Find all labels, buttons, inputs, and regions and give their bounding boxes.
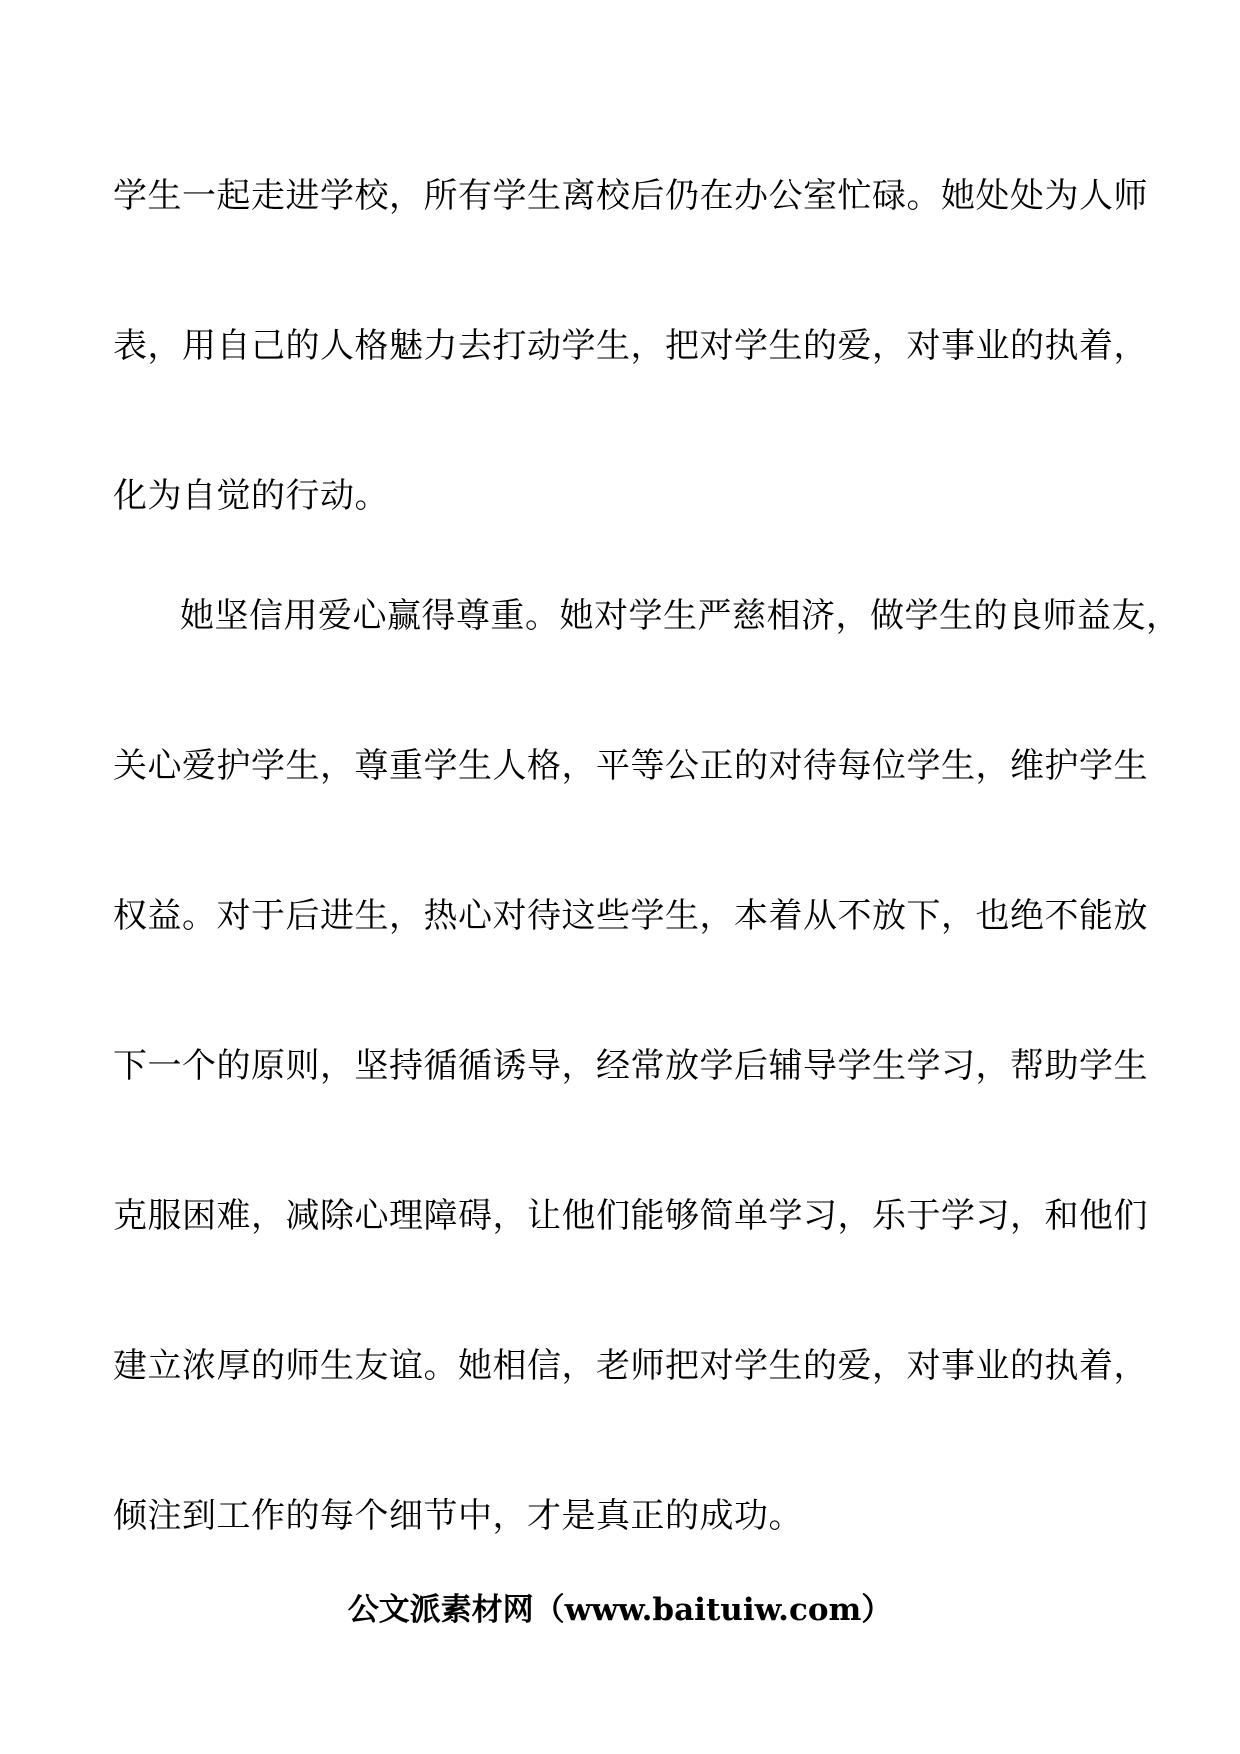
body-line-10: 倾注到工作的每个细节中，才是真正的成功。 (113, 1496, 803, 1536)
body-line-3: 化为自觉的行动。 (113, 476, 389, 516)
body-line-1: 学生一起走进学校，所有学生离校后仍在办公室忙碌。她处处为人师 (113, 176, 1148, 216)
body-line-2: 表，用自己的人格魅力去打动学生，把对学生的爱，对事业的执着， (113, 326, 1148, 366)
body-line-8: 克服困难，减除心理障碍，让他们能够简单学习，乐于学习，和他们 (113, 1196, 1148, 1236)
footer-source-text: 公文派素材网（www.baituiw.com） (347, 1592, 893, 1628)
body-line-5: 关心爱护学生，尊重学生人格，平等公正的对待每位学生，维护学生 (113, 746, 1148, 786)
body-line-7: 下一个的原则，坚持循循诱导，经常放学后辅导学生学习，帮助学生 (113, 1046, 1148, 1086)
body-line-9: 建立浓厚的师生友谊。她相信，老师把对学生的爱，对事业的执着， (113, 1346, 1148, 1386)
body-line-6: 权益。对于后进生，热心对待这些学生，本着从不放下，也绝不能放 (113, 896, 1148, 936)
paragraph-start-line: 她坚信用爱心赢得尊重。她对学生严慈相济，做学生的良师益友， (180, 596, 1181, 636)
